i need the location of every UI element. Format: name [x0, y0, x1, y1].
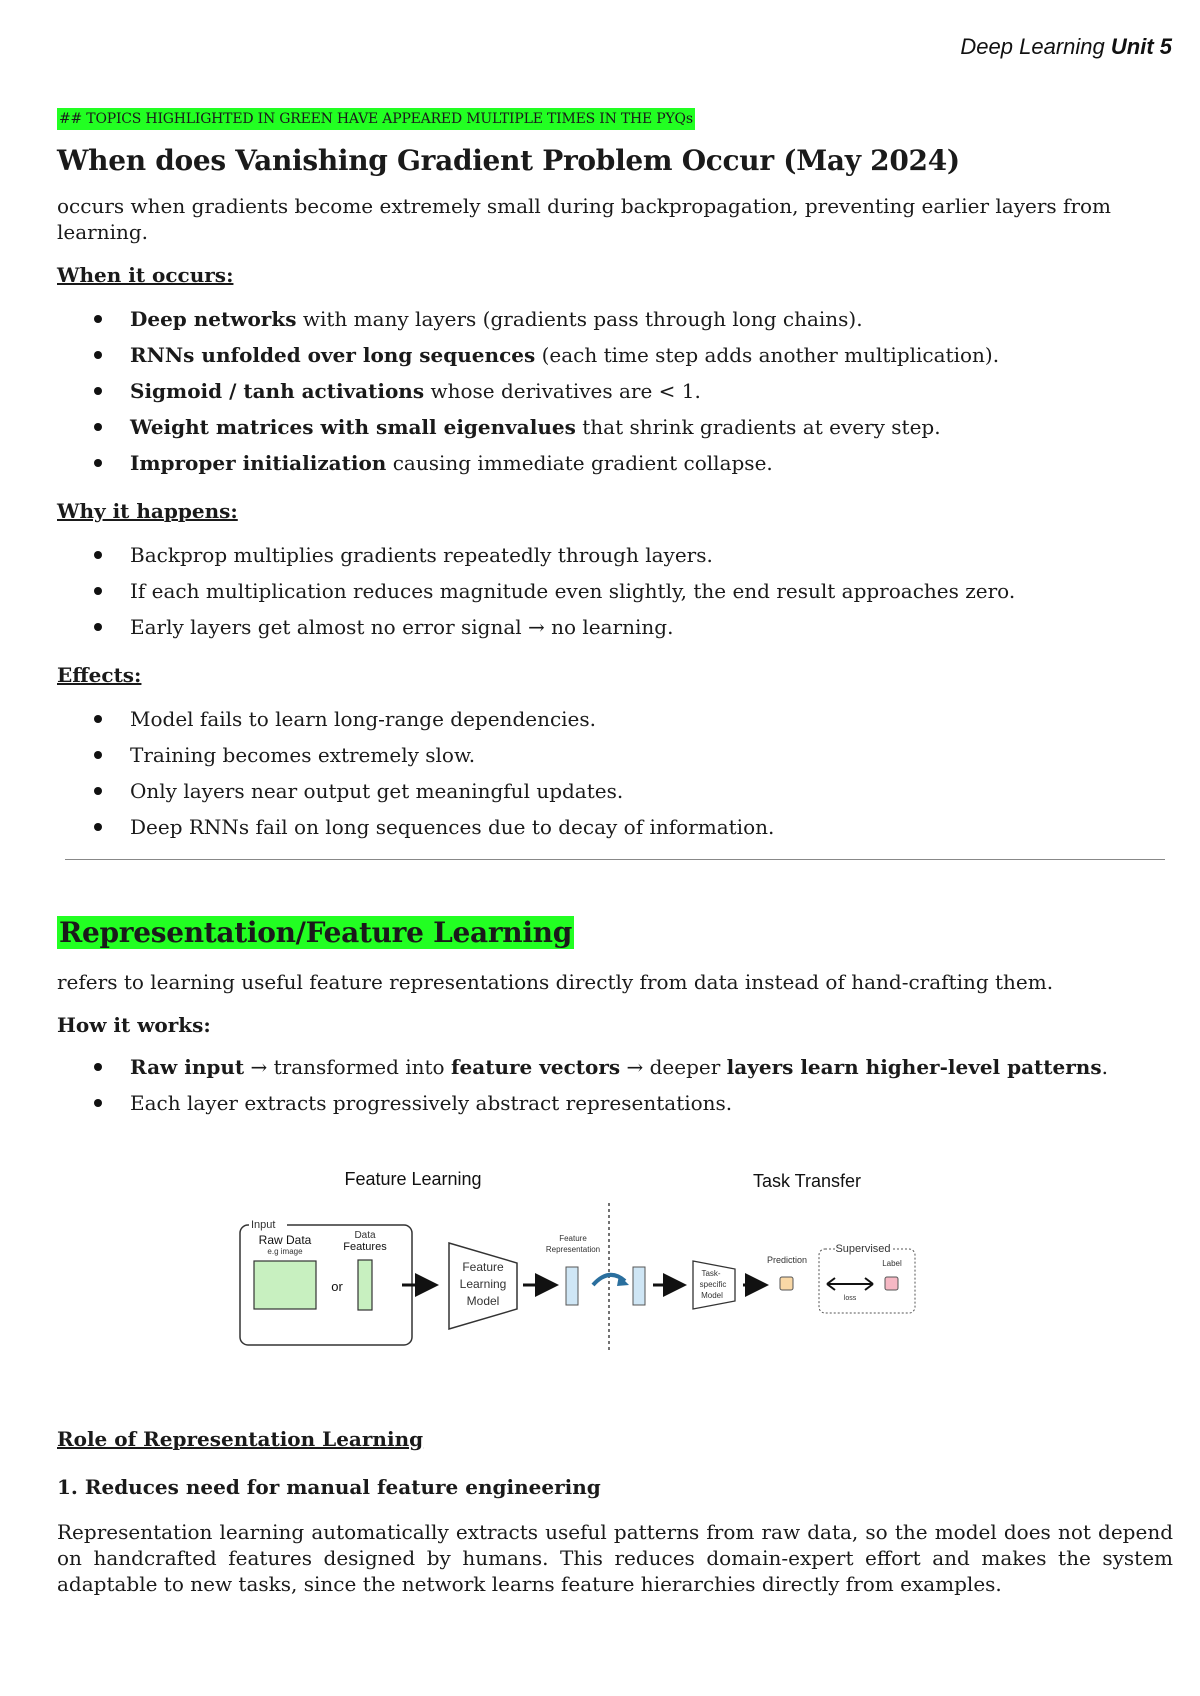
bullet-icon — [94, 423, 102, 431]
bullet-icon — [94, 315, 102, 323]
transferred-feature-vector — [633, 1267, 645, 1305]
section2-title: Representation/Feature Learning — [59, 916, 573, 949]
feature-rep-label-2: Representation — [545, 1245, 601, 1254]
model-label-2: Learning — [459, 1277, 507, 1291]
list-item — [57, 809, 1173, 845]
item-text: → transformed into — [244, 1055, 451, 1079]
spacer — [57, 860, 1173, 916]
bullet-icon — [94, 823, 102, 831]
raw-data-image — [254, 1261, 316, 1309]
model-label-3: Model — [466, 1294, 500, 1308]
bullet-icon — [94, 787, 102, 795]
transfer-arrow-head — [617, 1275, 629, 1286]
loss-arrow — [827, 1278, 873, 1290]
section1-title: When does Vanishing Gradient Problem Occur (May 2024) — [57, 144, 960, 177]
item-text: → deeper — [620, 1055, 727, 1079]
input-label: Input — [251, 1219, 276, 1231]
bullet-icon — [94, 623, 102, 631]
pyq-note: ## TOPICS HIGHLIGHTED IN GREEN HAVE APPEARED MULTIPLE TIMES IN THE PYQs — [57, 108, 695, 130]
label-label: Label — [882, 1259, 902, 1268]
loss-label: loss — [843, 1295, 857, 1302]
data-features-label-1: Data — [354, 1230, 376, 1241]
list-item — [57, 537, 1173, 573]
when-heading: When it occurs: — [57, 263, 234, 287]
task-model-label-1: Task- — [701, 1269, 721, 1278]
list-item — [57, 773, 1173, 809]
item-text: causing immediate gradient collapse. — [386, 451, 773, 475]
list-item — [57, 609, 1173, 645]
raw-data-label: Raw Data — [258, 1233, 312, 1247]
how-list — [57, 1049, 1173, 1121]
data-features-vector — [358, 1260, 372, 1310]
effects-heading: Effects: — [57, 663, 142, 687]
list-item — [57, 701, 1173, 737]
model-label-1: Feature — [462, 1260, 504, 1274]
list-item — [57, 301, 1173, 337]
section1-intro: occurs when gradients become extremely small during backpropagation, preventing earlier layers from learning. — [57, 194, 1112, 244]
item-bold: Raw input — [130, 1055, 245, 1079]
item-bold: Weight matrices with small eigenvalues — [130, 415, 576, 439]
prediction-box — [780, 1277, 793, 1290]
section2-intro: refers to learning useful feature representations directly from data instead of hand-crafting them. — [57, 970, 1054, 994]
label-box — [885, 1277, 898, 1290]
how-heading: How it works: — [57, 1013, 211, 1037]
header-unit: Unit 5 — [1110, 34, 1172, 59]
bullet-icon — [94, 715, 102, 723]
item-text: Deep RNNs fail on long sequences due to decay of information. — [130, 815, 775, 839]
role-heading: Role of Representation Learning — [57, 1427, 424, 1451]
raw-data-sub: e.g image — [267, 1247, 303, 1256]
item-text: Only layers near output get meaningful updates. — [130, 779, 624, 803]
bullet-icon — [94, 387, 102, 395]
supervised-label: Supervised — [835, 1243, 891, 1255]
item-text: Training becomes extremely slow. — [130, 743, 476, 767]
bullet-icon — [94, 751, 102, 759]
task-model-label-3: Model — [701, 1291, 723, 1300]
feature-learning-diagram — [57, 1145, 1173, 1395]
list-item — [57, 337, 1173, 373]
item-text: that shrink gradients at every step. — [575, 415, 941, 439]
list-item — [57, 409, 1173, 445]
item-bold: RNNs unfolded over long sequences — [130, 343, 536, 367]
point1-heading: 1. Reduces need for manual feature engineering — [57, 1475, 601, 1499]
item-text: . — [1101, 1055, 1108, 1079]
list-item — [57, 373, 1173, 409]
diagram-title-left: Feature Learning — [344, 1169, 482, 1189]
item-bold: Deep networks — [130, 307, 297, 331]
point1-text: Representation learning automatically extracts useful patterns from raw data, so the model does not depend on handcrafted features designed by humans. This reduces domain-expert effort and makes the system adaptable to new tasks, since the network learns feature hierarchies directly from examples. — [57, 1520, 1173, 1596]
item-bold: layers learn higher-level patterns — [726, 1055, 1102, 1079]
item-text: Model fails to learn long-range dependencies. — [130, 707, 597, 731]
item-text: whose derivatives are < 1. — [424, 379, 701, 403]
list-item — [57, 737, 1173, 773]
list-item — [57, 573, 1173, 609]
item-text: Backprop multiplies gradients repeatedly through layers. — [130, 543, 713, 567]
item-bold: Sigmoid / tanh activations — [130, 379, 425, 403]
bullet-icon — [94, 1099, 102, 1107]
list-item — [57, 445, 1173, 481]
header-subject: Deep Learning — [960, 34, 1105, 59]
content — [57, 108, 1173, 1597]
bullet-icon — [94, 459, 102, 467]
when-list — [57, 301, 1173, 481]
why-list — [57, 537, 1173, 645]
item-text: Each layer extracts progressively abstract representations. — [130, 1091, 733, 1115]
item-text: If each multiplication reduces magnitude even slightly, the end result approaches zero. — [130, 579, 1016, 603]
item-text: (each time step adds another multiplication). — [535, 343, 1000, 367]
diagram-title-right: Task Transfer — [752, 1171, 862, 1191]
bullet-icon — [94, 351, 102, 359]
prediction-label: Prediction — [766, 1255, 808, 1265]
task-model-label-2: specific — [699, 1280, 727, 1289]
item-text: with many layers (gradients pass through long chains). — [296, 307, 863, 331]
feature-rep-label-1: Feature — [559, 1234, 587, 1243]
list-item — [57, 1085, 1173, 1121]
effects-list — [57, 701, 1173, 845]
or-label: or — [331, 1279, 343, 1294]
item-text: Early layers get almost no error signal → no learning. — [130, 615, 674, 639]
list-item — [57, 1049, 1173, 1085]
item-bold: Improper initialization — [130, 451, 387, 475]
diagram-svg — [57, 1145, 1173, 1395]
item-bold: feature vectors — [450, 1055, 621, 1079]
bullet-icon — [94, 587, 102, 595]
feature-rep-vector — [566, 1267, 578, 1305]
why-heading: Why it happens: — [57, 499, 238, 523]
data-features-label-2: Features — [343, 1241, 387, 1253]
bullet-icon — [94, 1063, 102, 1071]
running-header — [960, 34, 1172, 60]
bullet-icon — [94, 551, 102, 559]
